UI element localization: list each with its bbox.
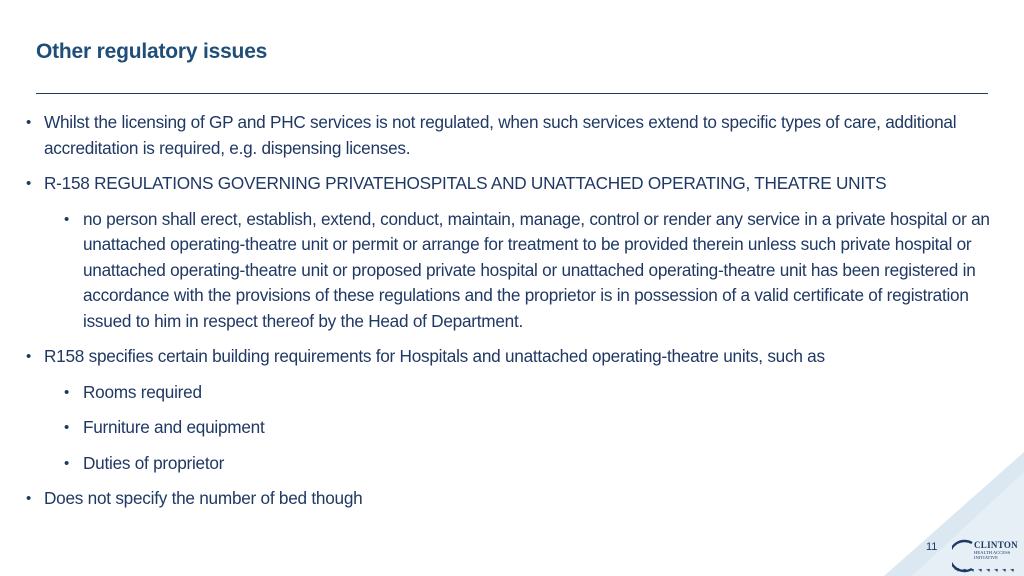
bullet-text: Furniture and equipment <box>83 417 265 437</box>
logo-line-2: HEALTH ACCESS <box>974 550 1011 555</box>
bullet-dot-icon: • <box>26 490 32 507</box>
bullet-text: Duties of proprietor <box>83 452 225 473</box>
title-divider <box>36 93 988 94</box>
clinton-logo <box>974 541 1018 560</box>
sub-bullet-item <box>0 415 1024 441</box>
bullet-item <box>0 344 1024 370</box>
bullet-text: Does not specify the number of bed though <box>44 488 363 508</box>
logo-line-3: INITIATIVE <box>974 554 998 560</box>
bullet-dot-icon: • <box>64 419 70 436</box>
bullet-text: Rooms required <box>83 381 202 402</box>
bullet-text: Whilst the licensing of GP and PHC services is not regulated, when such services extend to specific types of care, additional accreditation is required, e.g. dispensing licenses. <box>44 112 957 158</box>
slide-title: Other regulatory issues <box>36 40 268 63</box>
page-number: 11 <box>926 541 938 553</box>
bullet-text: no person shall erect, establish, extend, conduct, maintain, manage, control or render any service in a private hospital or an unattached operating-theatre unit or permit or arrange for treatment to be provided therein unless such private hospital or unattached operating-theatre unit or proposed private hospital or unattached operating-theatre unit has been registered in accordance with the provisions of these regulations and the proprietor is in possession of a valid certificate of registration issued to him in respect thereof by the Head of Department. <box>83 208 990 331</box>
bullet-item <box>0 486 1024 512</box>
bullet-text: R-158 REGULATIONS GOVERNING PRIVATEHOSPITALS AND UNATTACHED OPERATING, THEATRE UNITS <box>44 173 887 193</box>
bullet-text: R158 specifies certain building requirements for Hospitals and unattached operating-theatre units, such as <box>44 346 825 366</box>
bullet-list <box>0 110 1024 522</box>
sub-bullet-item <box>0 207 1024 335</box>
bullet-dot-icon: • <box>64 210 70 228</box>
logo-line-1: CLINTON <box>974 540 1018 550</box>
sub-bullet-item <box>0 451 1024 477</box>
bullet-dot-icon: • <box>64 383 70 401</box>
sub-bullet-item <box>0 380 1024 406</box>
bullet-dot-icon: • <box>26 175 32 192</box>
bullet-dot-icon: • <box>26 114 32 131</box>
bullet-item <box>0 110 1024 161</box>
bullet-dot-icon: • <box>26 348 32 365</box>
bullet-dot-icon: • <box>64 454 70 472</box>
bullet-item <box>0 171 1024 197</box>
